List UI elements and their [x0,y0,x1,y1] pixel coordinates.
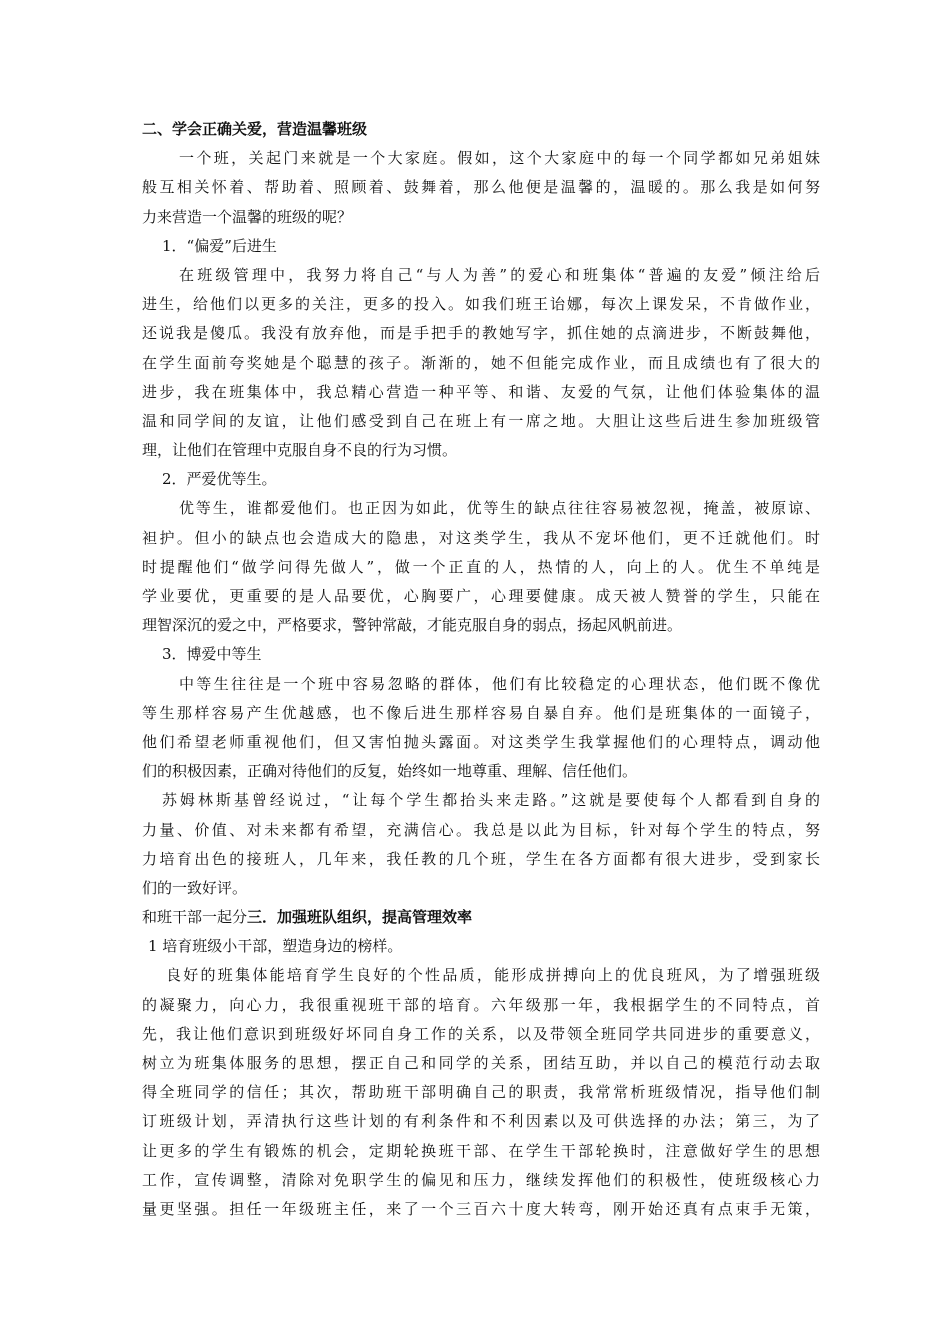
text-line: 1 培育班级小干部，塑造身边的榜样。 [148,937,403,956]
text-line: 进生，给他们以更多的关注，更多的投入。如我们班王诒娜，每次上课发呆，不肯做作业， [142,295,820,314]
text-line: 中等生往往是一个班中容易忽略的群体，他们有比较稳定的心理状态，他们既不像优 [179,674,820,693]
text-line: 优等生，谁都爱他们。也正因为如此，优等生的缺点往往容易被忽视，掩盖，被原谅、 [179,499,820,518]
text-line: 2．严爱优等生。 [162,470,277,489]
text-line: 进步，我在班集体中，我总精心营造一种平等、和谐、友爱的气氛，让他们体验集体的温 [142,382,820,401]
text-line: 一个班，关起门来就是一个大家庭。假如，这个大家庭中的每一个同学都如兄弟姐妹 [179,149,820,168]
text-line: 般互相关怀着、帮助着、照顾着、鼓舞着，那么他便是温馨的，温暖的。那么我是如何努 [142,178,820,197]
text-line: 还说我是傻瓜。我没有放弃他，而是手把手的教她写字，抓住她的点滴进步，不断鼓舞他， [142,324,820,343]
text-line: 力量、价值、对未来都有希望，充满信心。我总是以此为目标，针对每个学生的特点，努 [142,820,820,839]
text-line: 袒护。但小的缺点也会造成大的隐患，对这类学生，我从不宠坏他们，更不迁就他们。时 [142,528,820,547]
section-heading: 三．加强班队组织，提高管理效率 [247,908,473,927]
text-line: 良好的班集体能培育学生良好的个性品质，能形成拼搏向上的优良班风，为了增强班级 [166,966,820,985]
text-line: 3．博爱中等生 [162,645,262,664]
text-line: 量更坚强。担任一年级班主任，来了一个三百六十度大转弯，刚开始还真有点束手无策， [142,1199,820,1218]
text-line: 们的积极因素，正确对待他们的反复，始终如一地尊重、理解、信任他们。 [142,762,638,781]
text-line: 1．“偏爱”后进生 [162,236,277,255]
text-line: 在学生面前夸奖她是个聪慧的孩子。渐渐的，她不但能完成作业，而且成绩也有了很大的 [142,353,820,372]
text-line: 订班级计划，弄清执行这些计划的有利条件和不利因素以及可供选择的办法；第三，为了 [142,1112,820,1131]
text-line: 在班级管理中，我努力将自己“与人为善”的爱心和班集体“普遍的友爱”倾注给后 [179,265,820,284]
text-line: 的凝聚力，向心力，我很重视班干部的培育。六年级那一年，我根据学生的不同特点，首 [142,995,820,1014]
text-line: 理，让他们在管理中克服自身不良的行为习惯。 [142,441,458,460]
text-line: 力培育出色的接班人，几年来，我任教的几个班，学生在各方面都有很大进步，受到家长 [142,849,820,868]
text-line: 力来营造一个温馨的班级的呢？ [142,207,353,226]
text-line: 得全班同学的信任；其次，帮助班干部明确自己的职责，我常常析班级情况，指导他们制 [142,1083,820,1102]
text-line: 工作，宣传调整，清除对免职学生的偏见和压力，继续发挥他们的积极性，使班级核心力 [142,1170,820,1189]
text-line: 让更多的学生有锻炼的机会，定期轮换班干部、在学生干部轮换时，注意做好学生的思想 [142,1141,820,1160]
text-line: 们的一致好评。 [142,878,248,897]
text-line: 温和同学间的友谊，让他们感受到自己在班上有一席之地。大胆让这些后进生参加班级管 [142,411,820,430]
text-line: 时提醒他们“做学问得先做人”，做一个正直的人，热情的人，向上的人。优生不单纯是 [142,557,820,576]
text-line: 学业要优，更重要的是人品要优，心胸要广，心理要健康。成天被人赞誉的学生，只能在 [142,587,820,605]
text-line: 等生那样容易产生优越感，也不像后进生那样容易自暴自弃。他们是班集体的一面镜子， [142,703,820,722]
line-text: 和班干部一起分 [142,908,248,927]
text-line: 理智深沉的爱之中，严格要求，警钟常敲，才能克服自身的弱点，扬起风帆前进。 [142,616,683,635]
text-line: 他们希望老师重视他们，但又害怕抛头露面。对这类学生我掌握他们的心理特点，调动他 [142,732,820,751]
text-line [142,903,820,932]
text-line: 苏姆林斯基曾经说过，“让每个学生都抬头来走路。”这就是要使每个人都看到自身的 [162,791,820,810]
text-line: 树立为班集体服务的思想，摆正自己和同学的关系，团结互助，并以自己的模范行动去取 [142,1054,820,1072]
text-line: 二、学会正确关爱，营造温馨班级 [142,120,368,138]
text-line: 先，我让他们意识到班级好坏同自身工作的关系，以及带领全班同学共同进步的重要意义， [142,1024,820,1043]
document-body [142,115,820,1224]
